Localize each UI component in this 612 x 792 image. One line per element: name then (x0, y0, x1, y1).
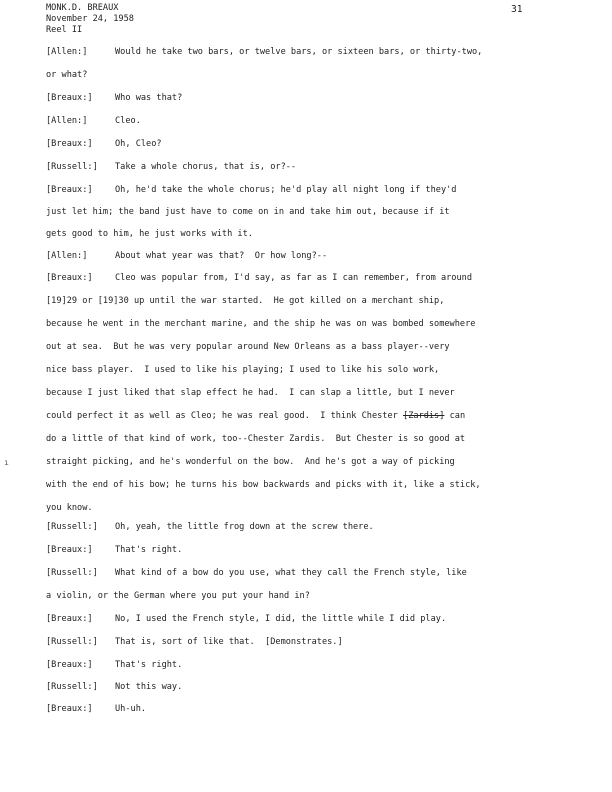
utterance-continuation: you know. (46, 503, 93, 513)
speaker-label: [Allen:] (46, 116, 88, 126)
utterance-text: That's right. (115, 660, 183, 670)
speaker-label: [Breaux:] (46, 614, 93, 624)
utterance-continuation: nice bass player. I used to like his playing; I used to like his solo work, (46, 365, 440, 375)
utterance-text: Cleo was popular from, I'd say, as far as I can remember, from around (115, 273, 472, 283)
utterance-text: Would he take two bars, or twelve bars, or sixteen bars, or thirty-two, (115, 47, 483, 57)
speaker-label: [Russell:] (46, 568, 98, 578)
speaker-label: [Breaux:] (46, 185, 93, 195)
utterance-text: Take a whole chorus, that is, or?-- (115, 162, 297, 172)
margin-mark: ı (4, 458, 9, 467)
utterance-text: That's right. (115, 545, 183, 555)
utterance-continuation: just let him; the band just have to come on in and take him out, because if it (46, 207, 450, 217)
reel-label: Reel II (46, 25, 83, 35)
utterance-text: No, I used the French style, I did, the little while I did play. (115, 614, 447, 624)
speaker-label: [Breaux:] (46, 273, 93, 283)
interview-date: November 24, 1958 (46, 14, 134, 24)
utterance-text: What kind of a bow do you use, what they call the French style, like (115, 568, 467, 578)
utterance-text: That is, sort of like that. [Demonstrates.] (115, 637, 343, 647)
speaker-label: [Breaux:] (46, 93, 93, 103)
utterance-continuation: because I just liked that slap effect he had. I can slap a little, but I never (46, 388, 455, 398)
speaker-label: [Breaux:] (46, 704, 93, 714)
utterance-continuation: or what? (46, 70, 88, 80)
utterance-continuation: gets good to him, he just works with it. (46, 229, 253, 239)
utterance-text: Oh, yeah, the little frog down at the screw there. (115, 522, 374, 532)
speaker-label: [Breaux:] (46, 139, 93, 149)
speaker-label: [Russell:] (46, 682, 98, 692)
utterance-continuation: out at sea. But he was very popular around New Orleans as a bass player--very (46, 342, 450, 352)
continuation-text: could perfect it as well as Cleo; he was real good. I think Chester (46, 411, 398, 421)
speaker-label: [Allen:] (46, 47, 88, 57)
utterance-continuation: because he went in the merchant marine, and the ship he was on was bombed somewhere (46, 319, 476, 329)
page-number: 31 (511, 4, 523, 15)
utterance-text: Not this way. (115, 682, 183, 692)
speaker-label: [Russell:] (46, 637, 98, 647)
utterance-text: Uh-uh. (115, 704, 147, 714)
speaker-label: [Russell:] (46, 522, 98, 532)
utterance-continuation: straight picking, and he's wonderful on the bow. And he's got a way of picking (46, 457, 455, 467)
struck-name: [Zardis] (403, 411, 445, 421)
speaker-label: [Breaux:] (46, 545, 93, 555)
utterance-text: About what year was that? Or how long?-- (115, 251, 328, 261)
utterance-continuation: do a little of that kind of work, too--Chester Zardis. But Chester is so good at (46, 434, 466, 444)
utterance-continuation: with the end of his bow; he turns his bow backwards and picks with it, like a stick, (46, 480, 481, 490)
utterance-continuation: [19]29 or [19]30 up until the war started. He got killed on a merchant ship, (46, 296, 445, 306)
utterance-text: Oh, Cleo? (115, 139, 162, 149)
interviewee-name: MONK.D. BREAUX (46, 3, 119, 13)
speaker-label: [Allen:] (46, 251, 88, 261)
speaker-label: [Breaux:] (46, 660, 93, 670)
utterance-continuation: a violin, or the German where you put your hand in? (46, 591, 310, 601)
continuation-text: can (444, 411, 466, 421)
speaker-label: [Russell:] (46, 162, 98, 172)
utterance-continuation (46, 411, 465, 421)
utterance-text: Oh, he'd take the whole chorus; he'd play all night long if they'd (115, 185, 457, 195)
utterance-text: Who was that? (115, 93, 183, 103)
utterance-text: Cleo. (115, 116, 141, 126)
